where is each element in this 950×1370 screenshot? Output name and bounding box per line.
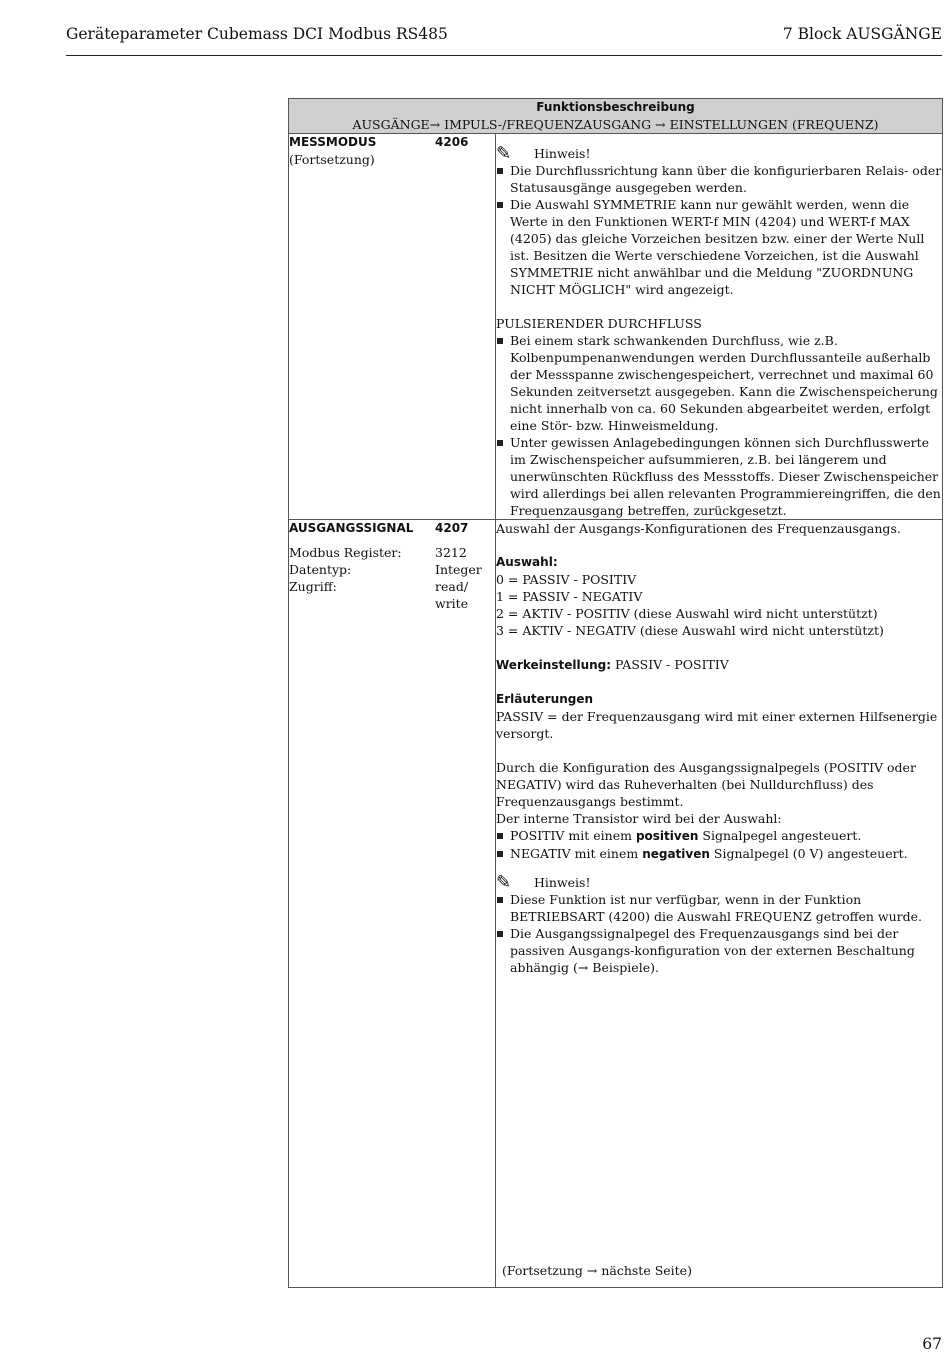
pulse-list — [496, 332, 942, 519]
emphasis: positiven — [635, 829, 699, 843]
register-label: Modbus Register: — [289, 545, 402, 560]
emphasis: negativen — [642, 847, 710, 861]
choice-item: 0 = PASSIV - POSITIV — [496, 572, 637, 587]
hint-list — [496, 162, 942, 298]
hint-label: Hinweis! — [534, 146, 591, 161]
access-label: Zugriff: — [289, 579, 337, 594]
hint-heading — [496, 874, 942, 891]
text-run: NEGATIV mit einem — [510, 846, 643, 861]
access-value — [435, 578, 495, 612]
continued-note: (Fortsetzung → nächste Seite) — [502, 1263, 692, 1278]
pulse-title: PULSIERENDER DURCHFLUSS — [496, 316, 702, 331]
signal-level-list — [496, 827, 942, 863]
modbus-register-row — [289, 544, 495, 561]
hint-list — [496, 891, 942, 976]
description-cell-messmodus — [496, 134, 943, 520]
hint-heading — [496, 145, 942, 162]
text-run: Signalpegel angesteuert. — [698, 828, 862, 843]
access-value-line: read/ — [435, 579, 469, 594]
explanation-text: Der interne Transistor wird bei der Auswahl: — [496, 811, 782, 826]
param-name: AUSGANGSSIGNAL — [289, 521, 414, 535]
param-cell-messmodus — [289, 134, 496, 520]
text-run: Signalpegel (0 V) angesteuert. — [709, 846, 908, 861]
header-rule — [66, 55, 942, 56]
param-cell-ausgangssignal — [289, 520, 496, 1288]
list-item — [496, 845, 942, 863]
running-header-chapter: 7 Block AUSGÄNGE — [782, 25, 942, 43]
param-code: 4206 — [435, 135, 469, 149]
choice-title: Auswahl: — [496, 555, 558, 569]
default-label: Werkeinstellung: — [496, 658, 612, 672]
list-item: Die Durchflussrichtung kann über die konfigurierbaren Relais- oder Statusausgänge ausgegeben werden. — [496, 162, 942, 196]
datatype-value: Integer — [435, 562, 482, 577]
table-header — [289, 99, 943, 134]
choice-item: 1 = PASSIV - NEGATIV — [496, 589, 643, 604]
datatype-label: Datentyp: — [289, 562, 352, 577]
explanation-text: Durch die Konfiguration des Ausgangssignalpegels (POSITIV oder NEGATIV) wird das Ruheverhalten (bei Nulldurchfluss) des Frequenzausgangs bestimmt. — [496, 760, 916, 809]
param-code: 4207 — [435, 521, 469, 535]
default-setting — [496, 656, 942, 674]
list-item: Unter gewissen Anlagebedingungen können sich Durchflusswerte im Zwischenspeicher aufsummieren, z.B. bei längerem und unerwünschten Rückfluss des Messstoffs. Dieser Zwischenspeicher wird allerdings bei allen relevanten Programmiereingriffen, die den Frequenzausgang betreffen, zurückgesetzt. — [496, 434, 942, 519]
datatype-row — [289, 561, 495, 578]
list-item: Die Auswahl SYMMETRIE kann nur gewählt werden, wenn die Werte in den Funktionen WERT-f MIN (4204) und WERT-f MAX (4205) das gleiche Vorzeichen besitzen bzw. einer der Werte Null ist. Besitzen die Werte verschiedene Vorzeichen, ist die Auswahl SYMMETRIE nicht anwählbar und die Meldung "ZUORDNUNG NICHT MÖGLICH" wird angezeigt. — [496, 196, 942, 298]
page-number: 67 — [922, 1335, 942, 1353]
param-name: MESSMODUS — [289, 135, 377, 149]
table-title: Funktionsbeschreibung — [536, 100, 695, 114]
default-value: PASSIV - POSITIV — [615, 657, 729, 672]
access-row — [289, 578, 495, 612]
pencil-note-icon: ✎ — [496, 872, 512, 893]
param-subtitle: (Fortsetzung) — [289, 152, 375, 167]
table-row — [289, 134, 943, 520]
list-item: Die Ausgangssignalpegel des Frequenzausgangs sind bei der passiven Ausgangs-konfiguration von der externen Beschaltung abhängig (→ Beispiele). — [496, 925, 942, 976]
hint-label: Hinweis! — [534, 875, 591, 890]
menu-path: AUSGÄNGE→ IMPULS-/FREQUENZAUSGANG → EINSTELLUNGEN (FREQUENZ) — [352, 117, 879, 132]
access-value-line: write — [435, 596, 469, 611]
register-value: 3212 — [435, 545, 467, 560]
list-item: Bei einem stark schwankenden Durchfluss, wie z.B. Kolbenpumpenanwendungen werden Durchflussanteile außerhalb der Messspanne zwischengespeichert, verrechnet und maximal 60 Sekunden zeitversetzt ausgegeben. Kann die Zwischenspeicherung nicht innerhalb von ca. 60 Sekunden abgearbeitet werden, erfolgt eine Stör- bzw. Hinweismeldung. — [496, 332, 942, 434]
description-cell-ausgangssignal — [496, 520, 943, 1288]
explanation-title: Erläuterungen — [496, 692, 594, 706]
intro-text: Auswahl der Ausgangs-Konfigurationen des Frequenzausgangs. — [496, 521, 901, 536]
text-run: POSITIV mit einem — [510, 828, 636, 843]
choice-item: 2 = AKTIV - POSITIV (diese Auswahl wird nicht unterstützt) — [496, 606, 878, 621]
list-item: Diese Funktion ist nur verfügbar, wenn in der Funktion BETRIEBSART (4200) die Auswahl FREQUENZ getroffen wurde. — [496, 891, 942, 925]
pencil-note-icon: ✎ — [496, 143, 512, 164]
list-item — [496, 827, 942, 845]
explanation-text: PASSIV = der Frequenzausgang wird mit einer externen Hilfsenergie versorgt. — [496, 709, 938, 741]
running-header-title: Geräteparameter Cubemass DCI Modbus RS485 — [66, 25, 448, 43]
table-row — [289, 520, 943, 1288]
function-description-table — [288, 98, 943, 1288]
choice-item: 3 = AKTIV - NEGATIV (diese Auswahl wird nicht unterstützt) — [496, 623, 884, 638]
